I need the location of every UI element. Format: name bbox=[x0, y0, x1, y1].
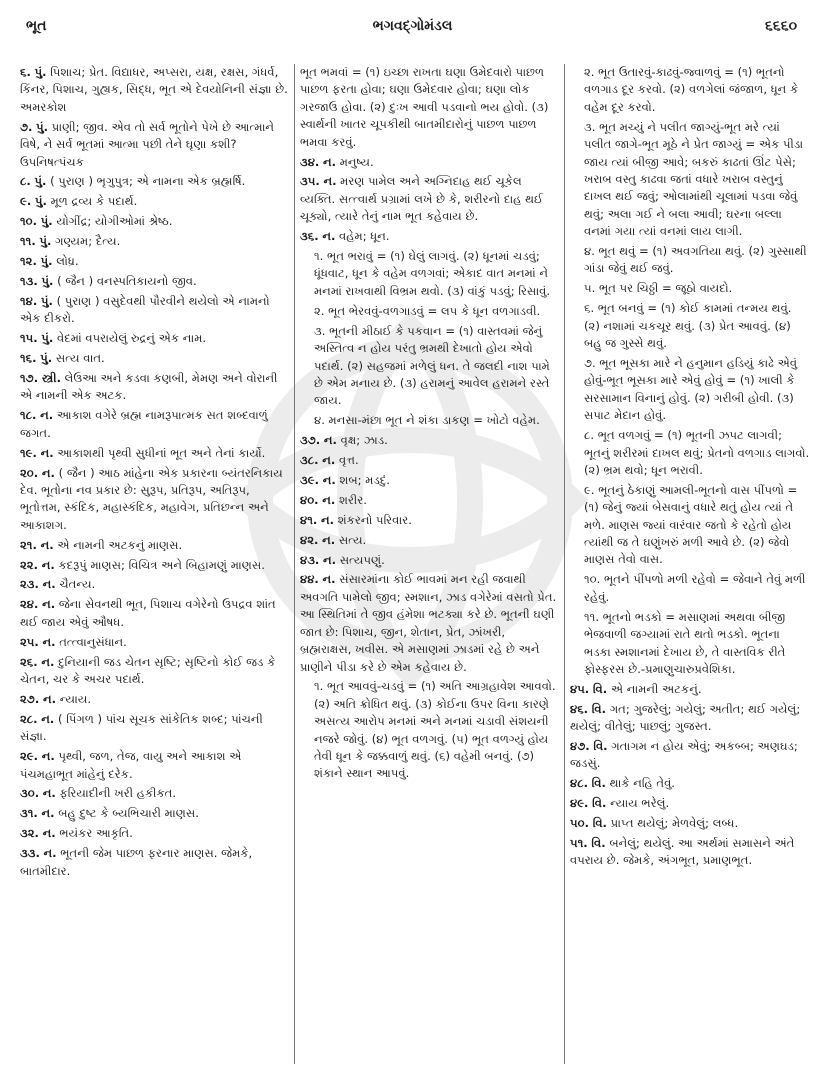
dictionary-entry bbox=[300, 248, 558, 300]
sense-number: ૧૮. bbox=[20, 408, 37, 423]
dictionary-entry bbox=[570, 243, 810, 278]
dictionary-entry bbox=[20, 370, 288, 405]
sense-number: ૨૮. bbox=[20, 711, 38, 726]
column-2 bbox=[300, 64, 558, 785]
page-header bbox=[0, 14, 825, 44]
dictionary-entry bbox=[20, 64, 292, 116]
dictionary-entry bbox=[300, 472, 558, 489]
grammar-label: વિ. bbox=[592, 681, 608, 696]
grammar-label: પું. bbox=[40, 254, 53, 269]
dictionary-entry bbox=[570, 775, 810, 792]
dictionary-entry bbox=[20, 845, 288, 880]
definition-text: જેના સેવનથી ભૂત, પિશાચ વગેરેનો ઉપદ્રવ શાંત થઈ જાય એવું ઔષધ. bbox=[20, 597, 280, 629]
sense-number: ૪૭. bbox=[570, 739, 590, 754]
definition-text: સત્યપણું. bbox=[339, 552, 385, 567]
definition-text: ન્યાય. bbox=[59, 691, 92, 706]
sense-number: ૩૬. bbox=[300, 229, 319, 244]
definition-text: પ્રાણી; જીવ. એવ તો સર્વ ભૂતોને પેખે છે આત્માને વિષે, ને સર્વ ભૂતમાં આત્મા પછી તેને ઘૃણા કશી? ઉપનિષત્પંચક bbox=[20, 119, 278, 169]
sense-number: ૨૫. bbox=[20, 634, 39, 649]
grammar-label: પું. bbox=[34, 174, 47, 189]
grammar-label: ન. bbox=[41, 465, 55, 480]
grammar-label: ન. bbox=[322, 532, 336, 547]
definition-text: બનેલું; થયેલું. આ અર્થમાં સમાસને અંતે વપરાય છે. જેમકે, અંગભૂત, પ્રમાણભૂત. bbox=[570, 836, 799, 868]
sense-number: ૧૪. bbox=[20, 293, 38, 308]
dictionary-entry bbox=[570, 571, 810, 606]
column-1 bbox=[20, 64, 292, 882]
grammar-label: ન. bbox=[323, 174, 337, 189]
sense-number: ૪૯. bbox=[570, 796, 589, 811]
dictionary-entry bbox=[570, 835, 810, 870]
sense-number: ૫૧. bbox=[570, 836, 588, 851]
definition-text: ગત; ગુજરેલું; ગયેલું; અતીત; થઈ ગયેલું; થયેલું; વીતેલું; પાછલું; ગુજસ્ત. bbox=[570, 701, 804, 734]
grammar-label: પું. bbox=[40, 293, 53, 308]
sense-number: ૯. bbox=[20, 194, 32, 209]
dictionary-entry bbox=[300, 532, 558, 549]
grammar-label: ન. bbox=[43, 846, 57, 861]
dictionary-entry bbox=[570, 701, 810, 736]
sense-number: ૩૭. bbox=[300, 433, 321, 448]
sense-number: ૬. bbox=[20, 65, 31, 79]
definition-text: એ નામની અટકનું. bbox=[610, 681, 702, 696]
dictionary-entry bbox=[20, 213, 288, 230]
grammar-label: પું. bbox=[34, 65, 47, 79]
dictionary-entry bbox=[20, 293, 288, 328]
definition-text: યોગીંદ્ર; યોગીઓમાં શ્રેષ્ઠ. bbox=[56, 214, 173, 229]
sense-number: ૩૪. bbox=[300, 154, 320, 169]
grammar-label: ન. bbox=[41, 749, 55, 764]
dictionary-entry bbox=[20, 711, 288, 746]
definition-text: ભૂત ભમવાં = (૧) ઇચ્છા રાખતા ઘણા ઉમેદવારો પાછળ પાછળ ફરતા હોવા; ઘણા ઉમેદવાર હોવા; ઘણા લોક ગરજાઉ હોવા. (૨) દુઃખ આવી પડવાનો ભય હોવો. (૩) સ્વાર્થની ખાતર ચૂપકીથી બાતમીદારોનું પાછળ પાછળ ભમવા કરવું. bbox=[300, 65, 553, 149]
definition-text: થાકે નહિ તેવું. bbox=[609, 776, 675, 791]
dictionary-entry bbox=[570, 609, 810, 679]
dictionary-entry bbox=[570, 355, 810, 425]
sense-number: ૨૪. bbox=[20, 597, 39, 612]
definition-text: ફરિયાદીની ખરી હકીકત. bbox=[59, 786, 177, 801]
definition-text: લોધ્ર. bbox=[56, 254, 79, 269]
definition-text: કદરૂપું માણસ; વિચિત્ર અને બિહામણું માણસ. bbox=[58, 557, 265, 572]
sense-number: ૧૯. bbox=[20, 445, 37, 460]
sense-number: ૨૩. bbox=[20, 577, 39, 592]
grammar-label: ન. bbox=[322, 229, 336, 244]
grammar-label: વિ. bbox=[592, 796, 607, 811]
definition-text: લેઉઆ અને કડવા કણબી, મેમણ અને વોરાની એ નામની એક અટક. bbox=[20, 371, 282, 403]
dictionary-entry bbox=[570, 795, 810, 812]
definition-text: મનુષ્ય. bbox=[339, 154, 374, 169]
sense-number: ૪૫. bbox=[570, 681, 590, 696]
dictionary-entry bbox=[300, 303, 558, 320]
definition-text: પ્રાપ્ત થયેલું; મેળવેલું; લબ્ધ. bbox=[610, 816, 739, 831]
grammar-label: વિ. bbox=[591, 701, 607, 716]
grammar-label: ન. bbox=[41, 654, 55, 669]
header-title: ભગવદ્ગોમંડલ bbox=[372, 18, 453, 34]
definition-text: વૃક્ષ; ઝાડ. bbox=[340, 433, 388, 448]
grammar-label: પું. bbox=[34, 194, 47, 209]
definition-text: ૩. ભૂત મચ્યું ને પલીત જાગ્યું-ભૂત મરે ત્યાં પલીત જાગે-ભૂત મૂઠે ને પ્રેત જાગ્યું = એક પીડા જાય ત્યાં બીજી આવે; બકરું કાઢતાં ઊંટ પેસે; ખરાબ વસ્તુ કાઢવા જતાં વધારે ખરાબ વસ્તુનું દાખલ થઈ જવું; ઓલામાંથી ચૂલામાં પડવા જેવું થવું; અલા ગઈ ને બલા આવી; ઘરના બલ્લા વનમાં ગયા ત્યાં વનમાં લાય લાગી. bbox=[584, 119, 807, 239]
definition-text: દુનિયાની જડ ચેતન સૃષ્ટિ; સૃષ્ટિનો કોઈ જડ કે ચેતન, ચર કે અચર પદાર્થ. bbox=[20, 654, 279, 686]
definition-text: ૧. ભૂત આવવું-ચડવું = (૧) અતિ આગ્રહાવેશ આવવો. (૨) અતિ ક્રોધિત થવું. (૩) કોઈના ઉપર વિના કારણે અસત્ય આરોપ મનમાં અને મનમાં ચડાવી સંશયની નજરે જોવું. (૪) ભૂત વળગવું. (૫) ભૂત વળગ્યું હોય તેવી ધૂન કે જક્કવાળું થવું. (૬) વહેમી બનવું. (૭) શંકાને સ્થાન આપવું. bbox=[314, 679, 560, 781]
definition-text: શબ; મડદું. bbox=[339, 472, 390, 487]
definition-text: તત્ત્વાનુસંધાન. bbox=[59, 634, 127, 649]
dictionary-entry bbox=[20, 173, 288, 190]
definition-text: વૃત્ત. bbox=[338, 453, 359, 468]
dictionary-entry bbox=[300, 412, 558, 429]
header-guide-word: ભૂત bbox=[26, 18, 47, 34]
dictionary-entry bbox=[20, 465, 288, 535]
sense-number: ૪૬. bbox=[570, 701, 589, 716]
definition-text: ૪. મનસા-મંછા ભૂત ને શંકા ડાકણ = ખોટો વહેમ. bbox=[314, 413, 540, 428]
sense-number: ૮. bbox=[20, 174, 31, 189]
dictionary-entry bbox=[300, 323, 558, 410]
sense-number: ૨૦. bbox=[20, 465, 39, 480]
sense-number: ૧૬. bbox=[20, 351, 37, 366]
column-divider bbox=[564, 64, 565, 1064]
dictionary-entry bbox=[20, 748, 288, 783]
sense-number: ૪૧. bbox=[300, 512, 318, 527]
dictionary-entry bbox=[20, 805, 288, 822]
dictionary-entry bbox=[300, 64, 558, 151]
dictionary-entry bbox=[570, 64, 810, 116]
grammar-label: ન. bbox=[40, 445, 54, 460]
sense-number: ૩૨. bbox=[20, 826, 39, 841]
definition-text: ૧. ભૂત ભરાવું = (૧) ઘેલું લાગવું. (૨) ધૂનમાં ચડવું; ધૂંધવાટ, ધૂન કે વહેમ વળગવાં; એકાદ વાત મનમાં ને મનમાં રાખવાથી વિભ્રમ થવો. (૩) વાંકું પડવું; રિસાવું. bbox=[314, 249, 552, 298]
sense-number: ૧૧. bbox=[20, 234, 36, 249]
definition-text: ભૂતની જેમ પાછળ ફરનાર માણસ. જેમકે, બાતમીદાર. bbox=[20, 846, 256, 878]
dictionary-entry bbox=[570, 119, 810, 241]
grammar-label: ન. bbox=[42, 597, 56, 612]
definition-text: ( પુરાણ ) વસુદેવથી પૌરવીને થયેલો એ નામનો એક દીકરો. bbox=[20, 293, 274, 326]
grammar-label: ન. bbox=[42, 826, 56, 841]
sense-number: ૩૯. bbox=[300, 472, 319, 487]
dictionary-entry bbox=[20, 253, 288, 270]
dictionary-entry bbox=[20, 330, 288, 347]
dictionary-entry bbox=[300, 154, 558, 171]
dictionary-entry bbox=[20, 825, 288, 842]
grammar-label: ન. bbox=[40, 408, 54, 423]
dictionary-entry bbox=[300, 512, 558, 529]
definition-text: પિશાચ; પ્રેત. વિદ્યાધર, અપ્સરા, યક્ષ, રક્ષસ, ગંધર્વ, કિંનર, પિશાચ, ગુહ્યક, સિદ્ધ, ભૂત એ દેવયોનિની સંજ્ઞા છે. અમરકોશ bbox=[20, 65, 292, 114]
grammar-label: પું. bbox=[40, 351, 53, 366]
grammar-label: ન. bbox=[40, 537, 54, 552]
definition-text: વેદમાં વપરાયેલું રુદ્રનું એક નામ. bbox=[57, 331, 207, 346]
column-divider bbox=[294, 64, 295, 1064]
sense-number: ૪૪. bbox=[300, 572, 319, 587]
definition-text: શરીર. bbox=[339, 492, 367, 507]
sense-number: ૨૭. bbox=[20, 691, 40, 706]
definition-text: સત્ય વાત. bbox=[55, 351, 105, 366]
definition-text: ૯. ભૂતનું ઠેકાણું આમલી-ભૂતનો વાસ પીંપળો = (૧) જેનું જ્યાં બેસવાનું વધારે થતું હોય ત્યાં તે મળે. માણસ જ્યાં વારંવાર જતો કે રહેતો હોય ત્યાંથી જ તે ઘણુંખરું મળી આવે છે. (૨) જેવો માણસ તેવો વાસ. bbox=[584, 482, 801, 567]
dictionary-entry bbox=[570, 300, 810, 352]
definition-text: ૪. ભૂત થવું = (૧) અવગતિયા થવું. (૨) ગુસ્સાથી ગાંડા જેવું થઈ જવું. bbox=[584, 244, 811, 276]
definition-text: ૧૧. ભૂતનો ભડકો = મસાણમાં અથવા બીજી ભેજવાળી જગ્યામાં રાતે થતો ભડકો. ભૂતના ભડકા સ્મશાનમાં દેખાય છે, તે વાસ્તવિક રીતે ફોસ્ફરસ છે.-પ્રમાણુચારુપ્રવેશિકા. bbox=[584, 609, 790, 676]
dictionary-entry bbox=[20, 691, 288, 708]
dictionary-entry bbox=[570, 681, 810, 698]
definition-text: ૬. ભૂત બનવું = (૧) કોઈ કામમાં તન્મય થવું. (૨) નશામાં ચકચૂર થવું. (૩) પ્રેત આવવું. (૪) બહુ જ ગુસ્સે થવું. bbox=[584, 301, 796, 351]
dictionary-entry bbox=[570, 280, 810, 297]
dictionary-entry bbox=[20, 350, 288, 367]
grammar-label: વિ. bbox=[592, 816, 607, 831]
sense-number: ૧૩. bbox=[20, 273, 38, 288]
definition-text: મૂળ દ્રવ્ય કે પદાર્થ. bbox=[50, 194, 138, 209]
grammar-label: પું. bbox=[41, 273, 54, 288]
definition-text: ૫. ભૂત પર ચિઠ્ઠી = જૂઠો વાયદો. bbox=[584, 281, 733, 296]
dictionary-entry bbox=[570, 482, 810, 569]
grammar-label: ન. bbox=[320, 512, 335, 527]
grammar-label: ન. bbox=[323, 552, 337, 567]
sense-number: ૨૨. bbox=[20, 557, 39, 572]
dictionary-entry bbox=[300, 552, 558, 569]
sense-number: ૨૧. bbox=[20, 537, 37, 552]
definition-text: આકાશથી પૃથ્વી સુધીનાં ભૂત અને તેનાં કાર્યો. bbox=[57, 445, 266, 460]
sense-number: ૭. bbox=[20, 119, 33, 134]
dictionary-entry bbox=[300, 173, 558, 225]
dictionary-entry bbox=[300, 228, 558, 245]
dictionary-entry bbox=[20, 557, 288, 574]
dictionary-entry bbox=[300, 452, 558, 469]
sense-number: ૪૩. bbox=[300, 552, 320, 567]
definition-text: ૮. ભૂત વળગવું = (૧) ભૂતની ઝપટ લાગવી; ભૂતનું શરીરમાં દાખલ થવું; પ્રેતનો વળગાડ લાગવો. (૨) ભ્રમ થવો; ધૂન ભરાવી. bbox=[584, 428, 813, 477]
definition-text: ( પુરાણ ) ભૃગુપુત્ર; એ નામના એક બ્રહ્મર્ષિ. bbox=[50, 174, 246, 189]
dictionary-entry bbox=[300, 432, 558, 449]
dictionary-entry bbox=[20, 233, 288, 250]
sense-number: ૨૬. bbox=[20, 654, 38, 669]
grammar-label: ન. bbox=[323, 433, 337, 448]
header-page-number: ૬૬૬૦ bbox=[765, 18, 797, 34]
dictionary-entry bbox=[20, 193, 288, 210]
dictionary-entry bbox=[570, 815, 810, 832]
definition-text: ગતાગમ ન હોય એવું; અકબ્બ; અણઘડ; જડસું. bbox=[570, 739, 802, 771]
dictionary-entry bbox=[20, 273, 288, 290]
grammar-label: પું. bbox=[36, 119, 49, 134]
definition-text: ચૈતન્ય. bbox=[59, 577, 96, 592]
sense-number: ૪૨. bbox=[300, 532, 319, 547]
grammar-label: ન. bbox=[42, 577, 56, 592]
grammar-label: પું. bbox=[39, 234, 52, 249]
dictionary-entry bbox=[300, 571, 558, 675]
sense-number: ૧૦. bbox=[20, 214, 38, 229]
grammar-label: ન. bbox=[322, 472, 336, 487]
definition-text: ભયંકર આકૃતિ. bbox=[59, 826, 133, 841]
grammar-label: ન. bbox=[41, 711, 55, 726]
definition-text: ૭. ભૂત ભૂસકા મારે ને હનુમાન હડિયું કાઢે એવું હોવું-ભૂત ભૂસકા મારે એવું હોવું = (૧) ખાલી કે સરસામાન વિનાનું હોવું. (૨) ગરીબી હોવી. (૩) સપાટ મેદાન હોવું. bbox=[584, 356, 801, 423]
sense-number: ૧૨. bbox=[20, 254, 37, 269]
sense-number: ૧૭. bbox=[20, 371, 39, 385]
sense-number: ૪૦. bbox=[300, 492, 319, 507]
dictionary-entry bbox=[20, 537, 288, 554]
definition-text: ( જૈન ) વનસ્પતિકાયનો જીવ. bbox=[57, 273, 197, 288]
dictionary-entry bbox=[20, 654, 288, 689]
dictionary-entry bbox=[20, 407, 288, 442]
grammar-label: ન. bbox=[322, 492, 336, 507]
dictionary-entry bbox=[300, 678, 558, 782]
definition-text: ન્યાય ભરેલું. bbox=[610, 796, 670, 811]
sense-number: ૩૫. bbox=[300, 174, 320, 189]
definition-text: એ નામની અટકનું માણસ. bbox=[57, 537, 183, 552]
grammar-label: ન. bbox=[41, 557, 55, 572]
grammar-label: વિ. bbox=[591, 776, 606, 791]
grammar-label: પું. bbox=[40, 214, 53, 229]
grammar-label: ન. bbox=[322, 453, 336, 468]
dictionary-entry bbox=[570, 738, 810, 773]
definition-text: ૨. ભૂત ભેરવવું-વળગાડવું = લપ કે ધૂન વળગાડવી. bbox=[314, 303, 541, 318]
dictionary-entry bbox=[20, 634, 288, 651]
definition-text: શંકરનો પરિવાર. bbox=[337, 512, 412, 527]
grammar-label: વિ. bbox=[591, 836, 606, 851]
definition-text: ગણ્યમ; દૈત્ય. bbox=[55, 234, 121, 249]
grammar-label: પું. bbox=[41, 331, 54, 346]
sense-number: ૪૮. bbox=[570, 776, 588, 791]
grammar-label: વિ. bbox=[593, 739, 608, 754]
dictionary-entry bbox=[20, 119, 288, 171]
grammar-label: ન. bbox=[42, 786, 56, 801]
dictionary-entry bbox=[570, 427, 813, 479]
definition-text: ૧૦. ભૂતને પીંપળો મળી રહેવો = જેવાને તેવું મળી રહેવું. bbox=[584, 572, 810, 604]
sense-number: ૩૮. bbox=[300, 453, 319, 468]
sense-number: ૧૫. bbox=[20, 331, 38, 346]
definition-text: ૩. ભૂતની મીઠાઈ કે પકવાન = (૧) વાસ્તવમાં જેનું અસ્તિત્વ ન હોય પરંતુ ભ્રમથી દેખાતો હોય એવો પદાર્થ. (૨) સહજમાં મળેલું ધન. તે જલદી નાશ પામે છે એમ મનાય છે. (૩) હરામનું આવેલ હરામને રસ્તે જાય. bbox=[314, 323, 554, 408]
definition-text: ( જૈન ) આઠ માંહેના એક પ્રકારના બ્યંતરનિકાય દેવ. ભૂતોના નવ પ્રકાર છે: સુરૂપ, પ્રતિરૂપ, અતિરૂપ, ભૂતોત્તમ, સ્કંદિક, મહાસ્કંદિક, મહાવેગ, પ્રતિછન્ન અને આકાશગ. bbox=[20, 465, 287, 532]
definition-text: ( પિંગળ ) પાંચ સૂચક સાંકેતિક શબ્દ; પાંચની સંજ્ઞા. bbox=[20, 711, 267, 744]
grammar-label: ન. bbox=[323, 154, 337, 169]
definition-text: સંસારમાંના કોઈ ભાવમાં મન રહી જવાથી અવગતિ પામેલો જીવ; સ્મશાન, ઝાડ વગેરેમાં વસતો પ્રેત. આ સ્થિતિમાં તે જીવ હંમેશા ભટક્યા કરે છે. ભૂતની ઘણી જાત છે: પિશાચ, જીન, શેતાન, પ્રેત, ઝાંખરી, બ્રહ્મરાક્ષસ, ખવીસ. એ મસાણમાં ઝાડમાં રહે છે અને પ્રાણીને પીડા કરે છે એમ કહેવાય છે. bbox=[300, 572, 560, 674]
column-3 bbox=[570, 64, 813, 872]
definition-text: આકાશ વગેરે બ્રહ્મ નામરૂપાત્મક સત શબ્દવાળું જગત. bbox=[20, 408, 272, 440]
sense-number: ૩૩. bbox=[20, 846, 40, 861]
grammar-label: ન. bbox=[42, 691, 57, 706]
definition-text: ૨. ભૂત ઉતારવું-કાઢવું-જ્વાળવું = (૧) ભૂતનો વળગાડ દૂર કરવો. (૨) વળગેલાં જંજાળ, ધૂન કે વહેમ દૂર કરવો. bbox=[584, 65, 802, 114]
sense-number: ૩૦. bbox=[20, 786, 40, 801]
dictionary-entry bbox=[20, 576, 288, 593]
grammar-label: ન. bbox=[322, 572, 336, 587]
dictionary-entry bbox=[20, 785, 288, 802]
definition-text: સત્ય. bbox=[338, 532, 367, 547]
dictionary-entry bbox=[20, 596, 288, 631]
dictionary-entry bbox=[300, 492, 558, 509]
definition-text: વહેમ; ધૂન. bbox=[339, 229, 390, 244]
grammar-label: સ્ત્રી. bbox=[41, 371, 61, 385]
sense-number: ૩૧. bbox=[20, 806, 38, 821]
dictionary-entry bbox=[20, 445, 288, 462]
definition-text: મરણ પામેલ અને અગ્નિદાહ થઈ ચૂકેલ વ્યક્તિ. સત્ત્વાર્થ પ્રગ્રામાં લખે છે કે, શરીરનો દાહ થઈ ચૂક્યો, ત્યારે તેનું નામ ભૂત કહેવાય છે. bbox=[300, 174, 547, 224]
grammar-label: ન. bbox=[42, 634, 56, 649]
sense-number: ૨૯. bbox=[20, 749, 39, 764]
sense-number: ૫૦. bbox=[570, 816, 590, 831]
definition-text: પૃથ્વી, જળ, તેજ, વાયુ અને આકાશ એ પંચમહાભૂત માંહેનું દરેક. bbox=[20, 749, 246, 781]
grammar-label: ન. bbox=[41, 806, 55, 821]
definition-text: બહુ દુષ્ટ કે બ્યભિચારી માણસ. bbox=[58, 806, 199, 821]
